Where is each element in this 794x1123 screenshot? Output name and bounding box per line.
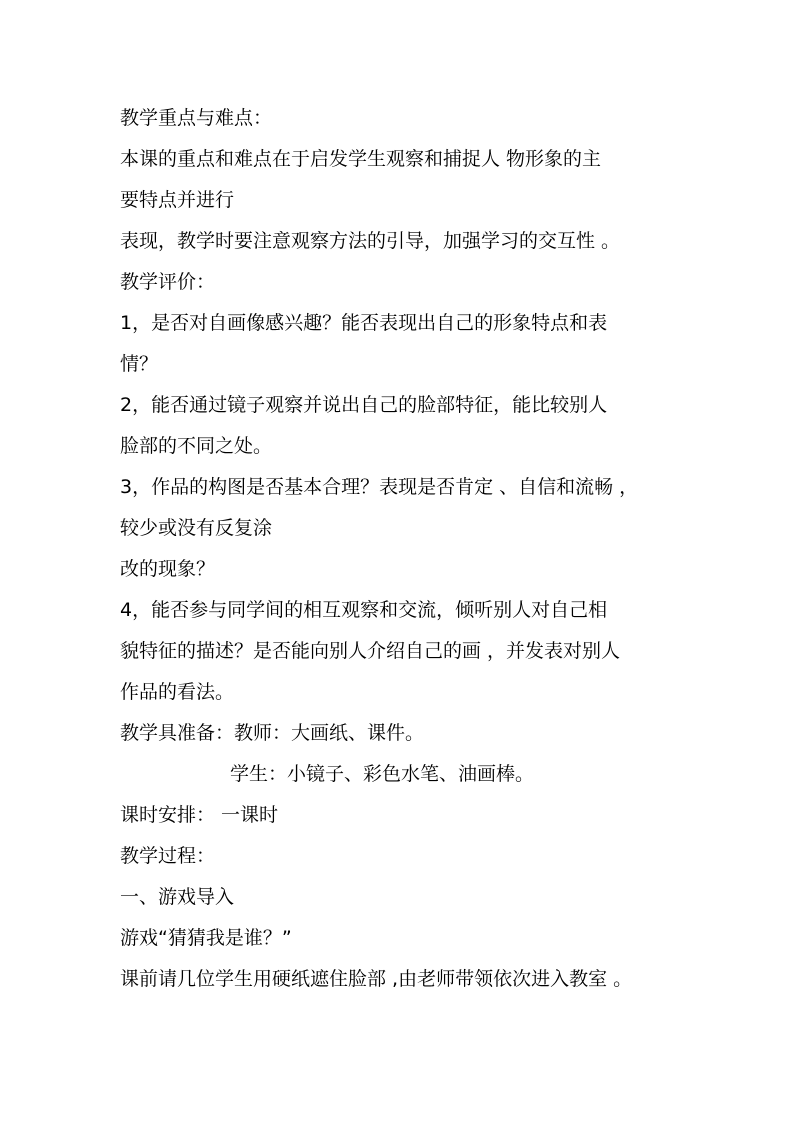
heading-key-points: 教学重点与难点： [120,107,273,129]
text-line: 2，能否通过镜子观察并说出自己的脸部特征，能比较别人 [120,394,608,416]
text-line: 要特点并进行 [120,189,235,211]
text-line: 脸部的不同之处。 [120,435,273,457]
text-line-student-materials: 学生：小镜子、彩色水笔、油画棒。 [230,763,535,785]
text-line: 3，作品的构图是否基本合理？表现是否肯定 、自信和流畅 ， [120,476,639,498]
text-line: 本课的重点和难点在于启发学生观察和捕捉人 物形象的主 [120,148,602,170]
text-line: 4，能否参与同学间的相互观察和交流，倾听别人对自己相 [120,599,608,621]
section-heading-game: 一、游戏导入 [120,886,235,908]
text-line: 课前请几位学生用硬纸遮住脸部 ,由老师带领依次进入教室 。 [120,968,633,990]
text-line: 1，是否对自画像感兴趣？能否表现出自己的形象特点和表 [120,312,608,334]
heading-materials: 教学具准备：教师：大画纸、课件。 [120,722,425,744]
heading-process: 教学过程： [120,845,216,867]
heading-evaluation: 教学评价： [120,271,216,293]
text-line: 作品的看法。 [120,681,235,703]
heading-schedule: 课时安排： 一课时 [120,804,279,826]
text-line: 表现，教学时要注意观察方法的引导，加强学习的交互性 。 [120,230,621,252]
text-line: 情？ [120,353,159,375]
text-line: 改的现象？ [120,558,216,580]
text-line: 游戏“猜猜我是谁？” [120,927,292,949]
text-line: 貌特征的描述？是否能向别人介绍自己的画 ，并发表对别人 [120,640,621,662]
text-line: 较少或没有反复涂 [120,517,273,539]
